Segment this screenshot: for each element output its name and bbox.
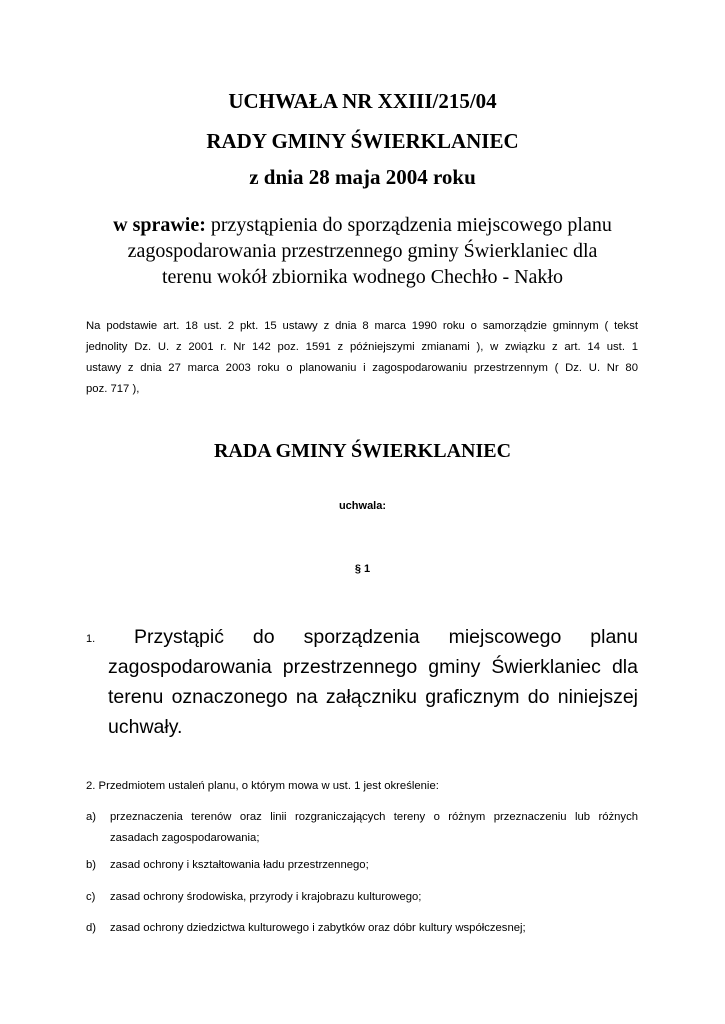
list-item-a (86, 807, 638, 849)
list-item-b (86, 855, 638, 876)
subject-line-3: terenu wokół zbiornika wodnego Chechło - Nakło (161, 266, 563, 288)
list-marker-d: d) (86, 922, 97, 934)
resolves-label: uchwala: (338, 500, 387, 512)
section-mark: § 1 (354, 563, 371, 575)
subject-label: w sprawie: (113, 214, 206, 236)
point-1-line-4: uchwały. (108, 716, 183, 738)
point-1 (86, 622, 638, 742)
council-heading: RADA GMINY ŚWIERKLANIEC (213, 440, 512, 462)
list-marker-a: a) (86, 811, 97, 823)
subject-line-2: zagospodarowania przestrzennego gminy Świerklaniec dla (127, 240, 598, 262)
point-1-line-1: Przystąpić do sporządzenia miejscowego planu (134, 626, 638, 648)
legal-basis-line-3: ustawy z dnia 27 marca 2003 roku o planowaniu i zagospodarowaniu przestrzennym ( Dz. U. Nr 80 (86, 362, 638, 374)
legal-basis-line-1: Na podstawie art. 18 ust. 2 pkt. 15 ustawy z dnia 8 marca 1990 roku o samorządzie gminnym ( tekst (86, 320, 638, 332)
legal-basis-line-2: jednolity Dz. U. z 2001 r. Nr 142 poz. 1591 z późniejszymi zmianami ), w związku z art. 14 ust. 1 (86, 341, 638, 353)
resolution-subject (70, 212, 655, 290)
list-item-c-line-1: zasad ochrony środowiska, przyrody i krajobrazu kulturowego; (110, 891, 422, 903)
legal-basis (86, 316, 638, 400)
list-item-d-line-1: zasad ochrony dziedzictwa kulturowego i zabytków oraz dóbr kultury współczesnej; (110, 922, 526, 934)
point-1-number: 1. (86, 633, 96, 645)
resolution-number: UCHWAŁA NR XXIII/215/04 (228, 89, 497, 113)
list-item-c (86, 887, 638, 908)
list-item-a-line-1: przeznaczenia terenów oraz linii rozgraniczających tereny o różnym przeznaczeniu lub różnych (110, 811, 638, 823)
legal-basis-line-4: poz. 717 ), (86, 383, 140, 395)
resolution-date: z dnia 28 maja 2004 roku (249, 165, 476, 189)
point-2-intro: 2. Przedmiotem ustaleń planu, o którym mowa w ust. 1 jest określenie: (86, 780, 439, 792)
point-1-line-2: zagospodarowania przestrzennego gminy Świerklaniec dla (108, 656, 638, 678)
point-1-line-3: terenu oznaczonego na załączniku graficznym do niniejszej (108, 686, 638, 708)
list-item-d (86, 918, 638, 939)
list-marker-c: c) (86, 891, 96, 903)
council-name: RADY GMINY ŚWIERKLANIEC (206, 129, 519, 153)
list-marker-b: b) (86, 859, 97, 871)
subject-line-1: przystąpienia do sporządzenia miejscowego planu (205, 214, 612, 236)
list-item-b-line-1: zasad ochrony i kształtowania ładu przestrzennego; (110, 859, 369, 871)
list-item-a-line-2: zasadach zagospodarowania; (110, 832, 260, 844)
